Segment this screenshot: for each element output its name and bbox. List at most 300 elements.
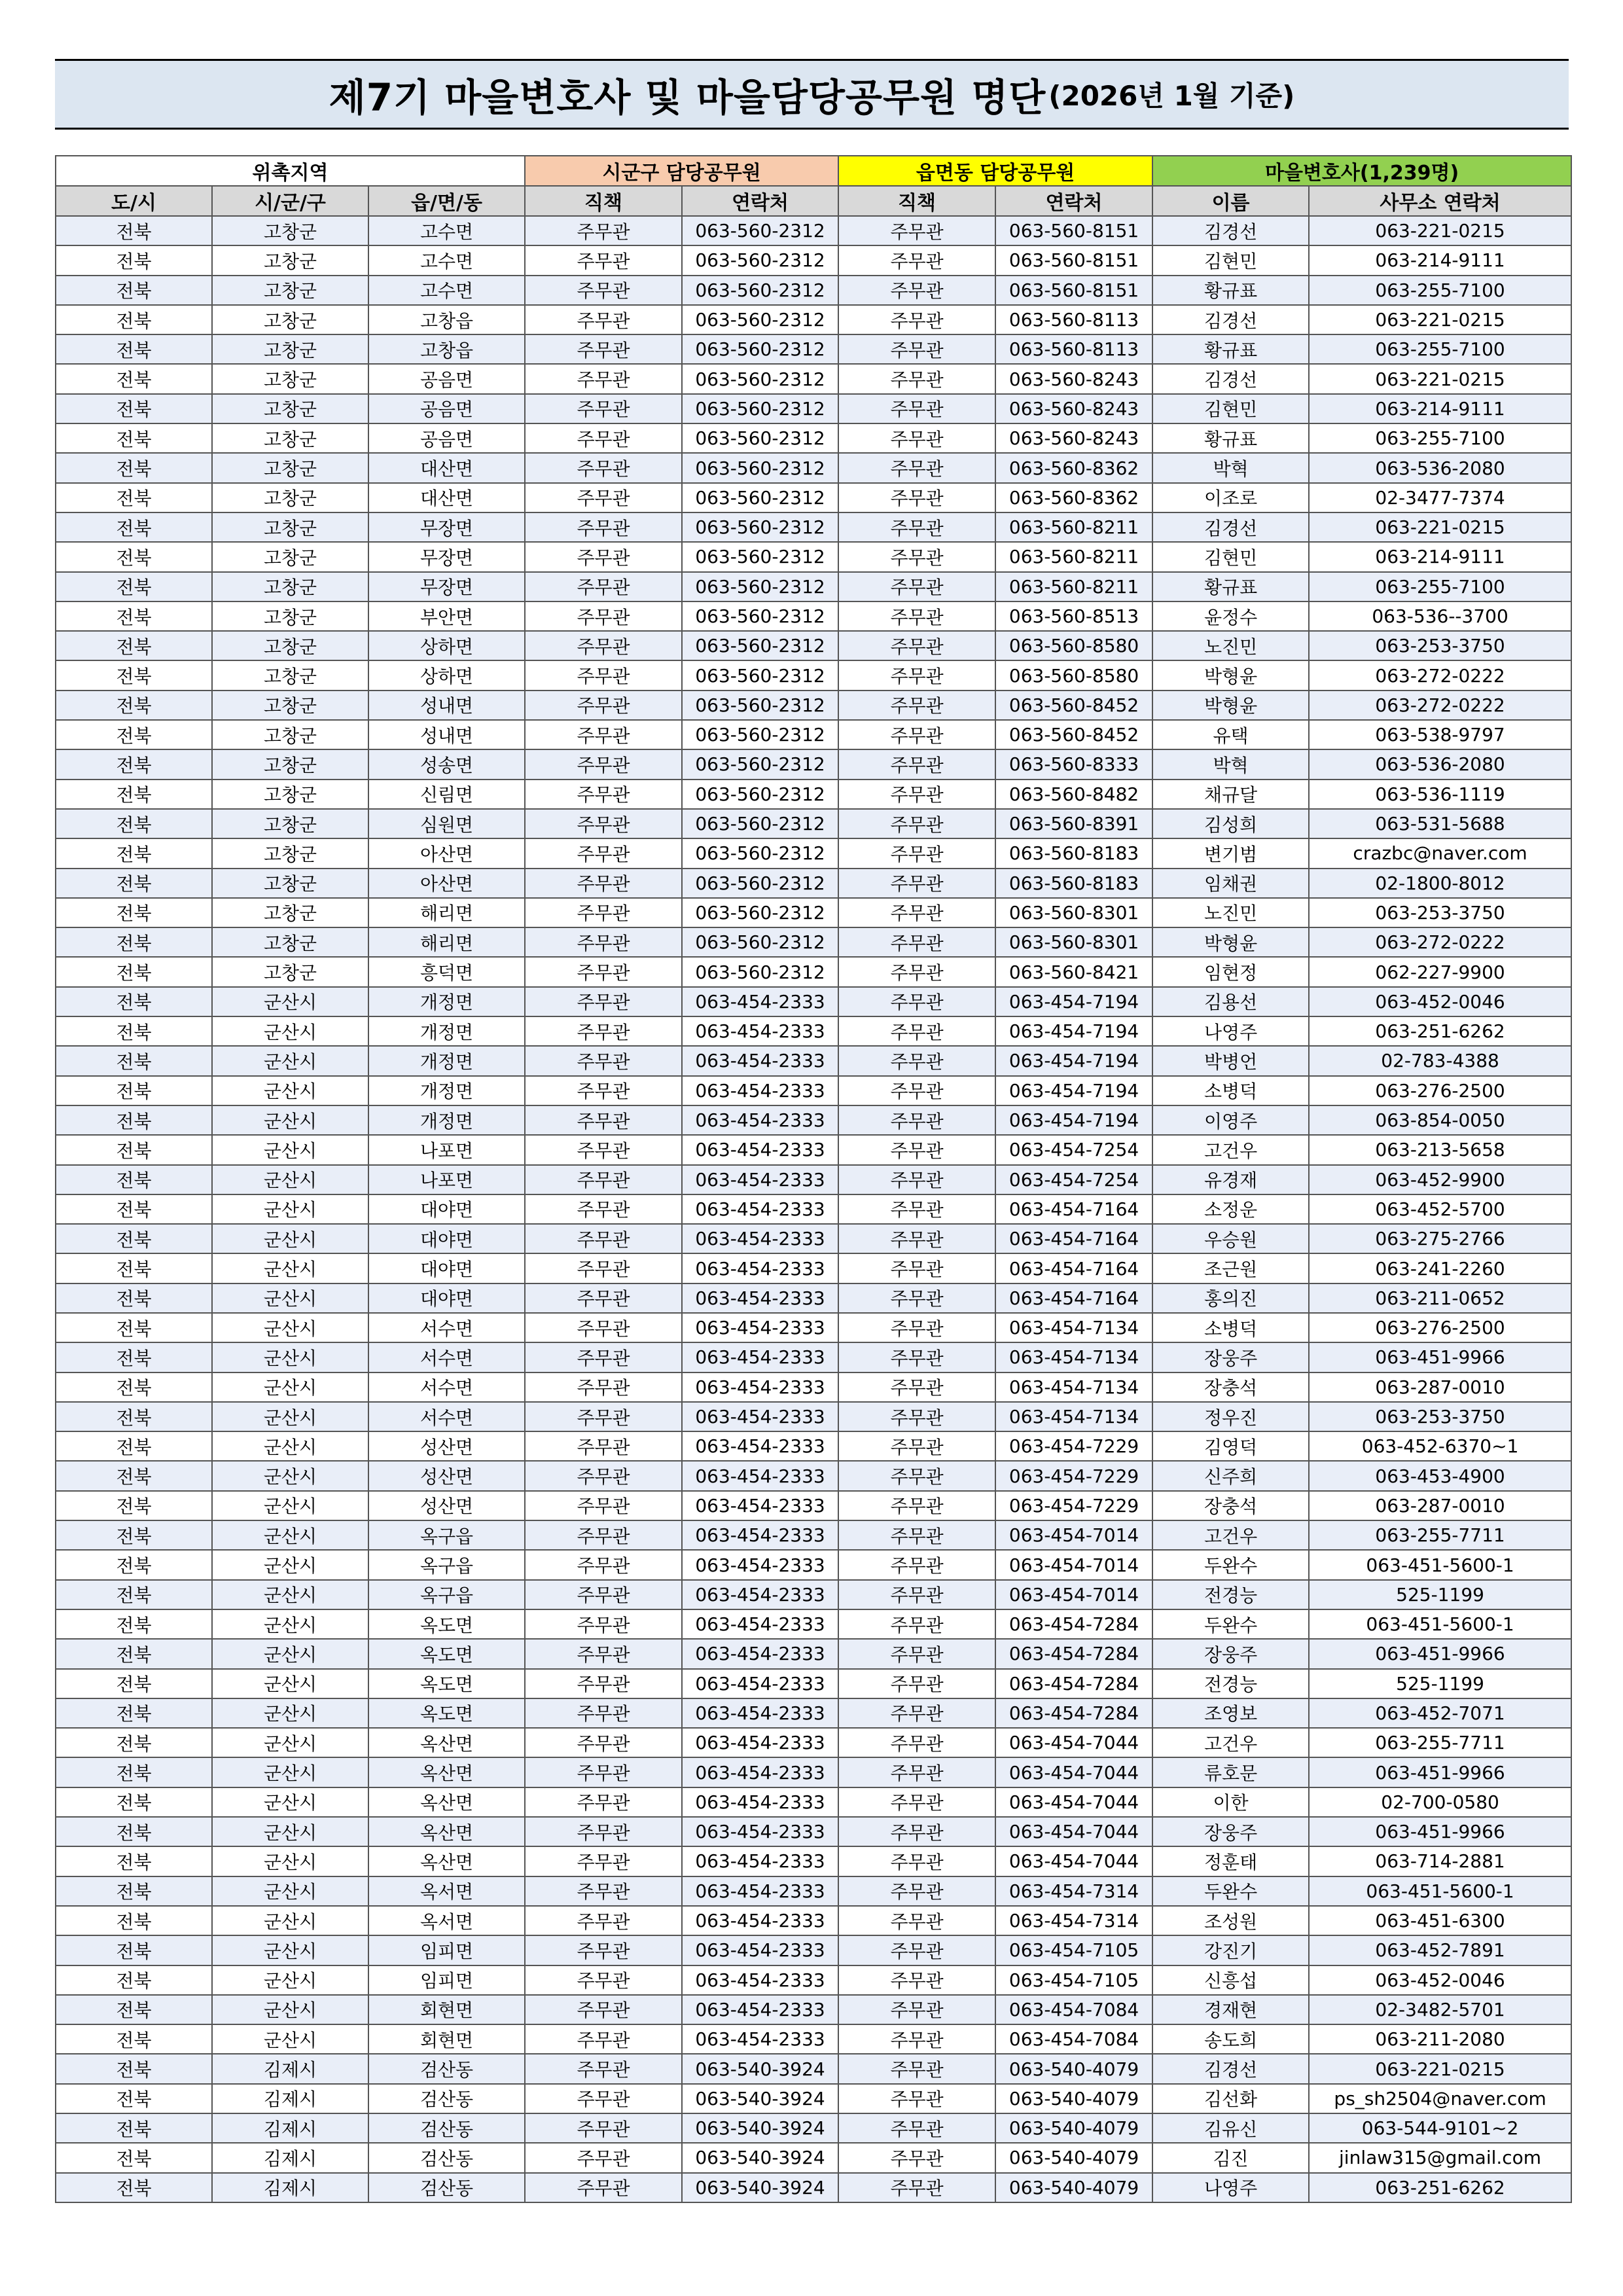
cell-gov-position: 주무관	[525, 1728, 682, 1757]
cell-town-contact: 063-454-7105	[995, 1965, 1152, 1995]
cell-town-position: 주무관	[838, 2173, 995, 2202]
cell-town-contact: 063-560-8482	[995, 780, 1152, 809]
cell-town: 옥구읍	[368, 1550, 525, 1579]
cell-city-county: 김제시	[212, 2084, 368, 2113]
cell-town: 공음면	[368, 394, 525, 423]
table-row	[56, 1135, 1571, 1164]
cell-office-contact: 063-251-6262	[1309, 2173, 1571, 2202]
cell-office-contact: 063-451-9966	[1309, 1757, 1571, 1787]
cell-town: 대야면	[368, 1253, 525, 1283]
cell-gov-contact: 063-454-2333	[682, 1550, 838, 1579]
cell-office-contact: 063-276-2500	[1309, 1076, 1571, 1105]
table-row	[56, 483, 1571, 512]
cell-gov-contact: 063-454-2333	[682, 1461, 838, 1490]
cell-town: 대야면	[368, 1194, 525, 1224]
table-row	[56, 720, 1571, 749]
cell-town: 서수면	[368, 1402, 525, 1431]
cell-gov-contact: 063-454-2333	[682, 1757, 838, 1787]
cell-city-county: 군산시	[212, 1194, 368, 1224]
cell-gov-position: 주무관	[525, 542, 682, 571]
cell-town: 옥구읍	[368, 1520, 525, 1550]
cell-gov-position: 주무관	[525, 2054, 682, 2083]
cell-gov-position: 주무관	[525, 1342, 682, 1372]
table-row	[56, 1194, 1571, 1224]
cell-town-contact: 063-454-7164	[995, 1194, 1152, 1224]
cell-lawyer-name: 이조로	[1152, 483, 1309, 512]
cell-province: 전북	[56, 1135, 212, 1164]
cell-gov-position: 주무관	[525, 1846, 682, 1876]
cell-gov-position: 주무관	[525, 957, 682, 986]
cell-gov-contact: 063-454-2333	[682, 1698, 838, 1728]
cell-town-position: 주무관	[838, 1965, 995, 1995]
cell-office-contact: 063-287-0010	[1309, 1372, 1571, 1402]
cell-town-position: 주무관	[838, 1698, 995, 1728]
cell-town-position: 주무관	[838, 1817, 995, 1846]
cell-town-position: 주무관	[838, 1016, 995, 1046]
cell-town: 고창읍	[368, 334, 525, 364]
cell-town-contact: 063-560-8362	[995, 483, 1152, 512]
table-row	[56, 2113, 1571, 2143]
cell-city-county: 고창군	[212, 927, 368, 957]
cell-town-contact: 063-454-7314	[995, 1906, 1152, 1935]
cell-town: 무장면	[368, 512, 525, 542]
cell-town-contact: 063-560-8151	[995, 216, 1152, 245]
table-row	[56, 601, 1571, 631]
cell-gov-position: 주무관	[525, 1669, 682, 1698]
cell-town-position: 주무관	[838, 1728, 995, 1757]
cell-city-county: 고창군	[212, 245, 368, 275]
cell-gov-position: 주무관	[525, 1135, 682, 1164]
table-row	[56, 572, 1571, 601]
cell-town-contact: 063-454-7164	[995, 1283, 1152, 1313]
cell-gov-position: 주무관	[525, 2024, 682, 2054]
cell-lawyer-name: 채규달	[1152, 780, 1309, 809]
table-row	[56, 2173, 1571, 2202]
cell-province: 전북	[56, 2024, 212, 2054]
cell-office-contact: 063-275-2766	[1309, 1224, 1571, 1253]
cell-gov-position: 주무관	[525, 1105, 682, 1135]
cell-lawyer-name: 김현민	[1152, 542, 1309, 571]
cell-province: 전북	[56, 2054, 212, 2083]
cell-office-contact: 063-255-7711	[1309, 1728, 1571, 1757]
cell-town: 공음면	[368, 423, 525, 453]
cell-province: 전북	[56, 1876, 212, 1906]
cell-town-position: 주무관	[838, 601, 995, 631]
cell-gov-contact: 063-454-2333	[682, 1906, 838, 1935]
cell-city-county: 고창군	[212, 838, 368, 868]
cell-gov-position: 주무관	[525, 631, 682, 660]
cell-gov-position: 주무관	[525, 2084, 682, 2113]
cell-province: 전북	[56, 245, 212, 275]
cell-office-contact: 02-3482-5701	[1309, 1995, 1571, 2024]
cell-gov-contact: 063-454-2333	[682, 1372, 838, 1402]
cell-lawyer-name: 박형윤	[1152, 691, 1309, 720]
cell-office-contact: 02-1800-8012	[1309, 869, 1571, 898]
cell-town: 개정면	[368, 1076, 525, 1105]
table-row	[56, 1224, 1571, 1253]
cell-lawyer-name: 박형윤	[1152, 927, 1309, 957]
cell-office-contact: 063-255-7711	[1309, 1520, 1571, 1550]
cell-gov-position: 주무관	[525, 1698, 682, 1728]
cell-gov-contact: 063-560-2312	[682, 394, 838, 423]
cell-town: 공음면	[368, 364, 525, 393]
table-row	[56, 691, 1571, 720]
cell-province: 전북	[56, 1817, 212, 1846]
cell-town-position: 주무관	[838, 1580, 995, 1609]
cell-province: 전북	[56, 276, 212, 305]
cell-province: 전북	[56, 869, 212, 898]
cell-town-contact: 063-454-7194	[995, 1016, 1152, 1046]
cell-town-contact: 063-560-8211	[995, 542, 1152, 571]
cell-gov-contact: 063-560-2312	[682, 483, 838, 512]
cell-lawyer-name: 경재현	[1152, 1995, 1309, 2024]
cell-town-contact: 063-454-7229	[995, 1461, 1152, 1490]
cell-province: 전북	[56, 1757, 212, 1787]
cell-gov-position: 주무관	[525, 720, 682, 749]
cell-gov-contact: 063-540-3924	[682, 2173, 838, 2202]
cell-town: 무장면	[368, 572, 525, 601]
cell-town-position: 주무관	[838, 1046, 995, 1075]
cell-lawyer-name: 장충석	[1152, 1491, 1309, 1520]
cell-lawyer-name: 소병덕	[1152, 1313, 1309, 1342]
cell-province: 전북	[56, 2143, 212, 2172]
cell-city-county: 군산시	[212, 1016, 368, 1046]
cell-city-county: 고창군	[212, 394, 368, 423]
cell-city-county: 고창군	[212, 572, 368, 601]
cell-city-county: 군산시	[212, 987, 368, 1016]
cell-city-county: 고창군	[212, 749, 368, 779]
cell-town-contact: 063-454-7044	[995, 1757, 1152, 1787]
cell-office-contact: 063-452-7891	[1309, 1935, 1571, 1965]
cell-province: 전북	[56, 927, 212, 957]
column-header-province: 도/시	[56, 186, 212, 216]
table-row	[56, 1372, 1571, 1402]
cell-gov-position: 주무관	[525, 1491, 682, 1520]
cell-gov-position: 주무관	[525, 1046, 682, 1075]
cell-lawyer-name: 임현정	[1152, 957, 1309, 986]
group-header-row	[56, 156, 1571, 186]
cell-office-contact: 063-452-0046	[1309, 987, 1571, 1016]
cell-lawyer-name: 전경능	[1152, 1669, 1309, 1698]
table-row	[56, 1165, 1571, 1194]
cell-gov-contact: 063-454-2333	[682, 1935, 838, 1965]
cell-province: 전북	[56, 1016, 212, 1046]
cell-city-county: 군산시	[212, 1224, 368, 1253]
cell-town-contact: 063-454-7014	[995, 1520, 1152, 1550]
cell-city-county: 군산시	[212, 1135, 368, 1164]
cell-town: 옥구읍	[368, 1580, 525, 1609]
cell-town-contact: 063-454-7164	[995, 1224, 1152, 1253]
cell-lawyer-name: 김현민	[1152, 394, 1309, 423]
table-row	[56, 957, 1571, 986]
cell-lawyer-name: 황규표	[1152, 423, 1309, 453]
cell-city-county: 군산시	[212, 2024, 368, 2054]
cell-city-county: 군산시	[212, 1965, 368, 1995]
cell-gov-contact: 063-454-2333	[682, 1016, 838, 1046]
cell-lawyer-name: 정우진	[1152, 1402, 1309, 1431]
cell-gov-contact: 063-560-2312	[682, 453, 838, 482]
cell-town-contact: 063-454-7254	[995, 1165, 1152, 1194]
cell-office-contact: jinlaw315@gmail.com	[1309, 2143, 1571, 2172]
cell-town-contact: 063-454-7044	[995, 1728, 1152, 1757]
cell-town: 부안면	[368, 601, 525, 631]
cell-town-contact: 063-560-8301	[995, 927, 1152, 957]
cell-province: 전북	[56, 334, 212, 364]
cell-office-contact: 063-531-5688	[1309, 809, 1571, 838]
table-row	[56, 453, 1571, 482]
cell-lawyer-name: 박혁	[1152, 749, 1309, 779]
cell-town: 검산동	[368, 2113, 525, 2143]
cell-office-contact: 063-452-7071	[1309, 1698, 1571, 1728]
cell-office-contact: 063-854-0050	[1309, 1105, 1571, 1135]
cell-town: 검산동	[368, 2054, 525, 2083]
cell-gov-position: 주무관	[525, 660, 682, 690]
cell-office-contact: 063-214-9111	[1309, 542, 1571, 571]
cell-town: 개정면	[368, 987, 525, 1016]
cell-office-contact: 063-255-7100	[1309, 276, 1571, 305]
cell-province: 전북	[56, 572, 212, 601]
cell-gov-contact: 063-454-2333	[682, 1669, 838, 1698]
cell-town-position: 주무관	[838, 720, 995, 749]
cell-gov-contact: 063-560-2312	[682, 305, 838, 334]
cell-gov-position: 주무관	[525, 572, 682, 601]
cell-lawyer-name: 소정운	[1152, 1194, 1309, 1224]
cell-office-contact: 063-536-2080	[1309, 749, 1571, 779]
cell-town: 옥산면	[368, 1757, 525, 1787]
cell-town: 개정면	[368, 1105, 525, 1135]
cell-lawyer-name: 두완수	[1152, 1609, 1309, 1639]
table-row	[56, 1580, 1571, 1609]
cell-gov-position: 주무관	[525, 423, 682, 453]
cell-gov-contact: 063-454-2333	[682, 1313, 838, 1342]
table-row	[56, 1876, 1571, 1906]
cell-gov-position: 주무관	[525, 1906, 682, 1935]
cell-gov-contact: 063-454-2333	[682, 1639, 838, 1668]
cell-city-county: 고창군	[212, 691, 368, 720]
cell-gov-position: 주무관	[525, 276, 682, 305]
cell-office-contact: 063-452-0046	[1309, 1965, 1571, 1995]
cell-lawyer-name: 두완수	[1152, 1876, 1309, 1906]
cell-town-position: 주무관	[838, 957, 995, 986]
cell-city-county: 군산시	[212, 1402, 368, 1431]
cell-town-contact: 063-540-4079	[995, 2054, 1152, 2083]
cell-town-contact: 063-560-8243	[995, 423, 1152, 453]
cell-province: 전북	[56, 631, 212, 660]
cell-lawyer-name: 김경선	[1152, 512, 1309, 542]
column-header-town-contact: 연락처	[995, 186, 1152, 216]
cell-town: 옥서면	[368, 1906, 525, 1935]
cell-office-contact: 063-714-2881	[1309, 1846, 1571, 1876]
cell-gov-contact: 063-454-2333	[682, 1194, 838, 1224]
cell-town-position: 주무관	[838, 1194, 995, 1224]
cell-gov-position: 주무관	[525, 1520, 682, 1550]
cell-town: 개정면	[368, 1016, 525, 1046]
cell-lawyer-name: 김경선	[1152, 364, 1309, 393]
table-row	[56, 512, 1571, 542]
cell-lawyer-name: 소병덕	[1152, 1076, 1309, 1105]
cell-province: 전북	[56, 512, 212, 542]
cell-town-contact: 063-454-7134	[995, 1402, 1152, 1431]
cell-town-position: 주무관	[838, 245, 995, 275]
cell-town-contact: 063-454-7284	[995, 1609, 1152, 1639]
cell-gov-contact: 063-454-2333	[682, 1342, 838, 1372]
cell-office-contact: crazbc@naver.com	[1309, 838, 1571, 868]
cell-town: 옥산면	[368, 1787, 525, 1817]
cell-office-contact: 02-700-0580	[1309, 1787, 1571, 1817]
cell-gov-contact: 063-560-2312	[682, 838, 838, 868]
table-row	[56, 780, 1571, 809]
cell-office-contact: 063-452-5700	[1309, 1194, 1571, 1224]
cell-gov-position: 주무관	[525, 601, 682, 631]
cell-city-county: 군산시	[212, 1817, 368, 1846]
cell-lawyer-name: 김경선	[1152, 2054, 1309, 2083]
cell-town: 고수면	[368, 276, 525, 305]
cell-province: 전북	[56, 1431, 212, 1461]
cell-town-contact: 063-560-8151	[995, 276, 1152, 305]
cell-province: 전북	[56, 1550, 212, 1579]
cell-town-contact: 063-454-7134	[995, 1372, 1152, 1402]
title-date: (2026년 1월 기준)	[1048, 80, 1295, 112]
cell-gov-contact: 063-454-2333	[682, 2024, 838, 2054]
cell-lawyer-name: 김영덕	[1152, 1431, 1309, 1461]
cell-lawyer-name: 노진민	[1152, 631, 1309, 660]
cell-gov-contact: 063-454-2333	[682, 1876, 838, 1906]
cell-town-position: 주무관	[838, 1431, 995, 1461]
cell-office-contact: ps_sh2504@naver.com	[1309, 2084, 1571, 2113]
cell-office-contact: 525-1199	[1309, 1669, 1571, 1698]
cell-gov-contact: 063-560-2312	[682, 749, 838, 779]
table-row	[56, 1698, 1571, 1728]
cell-province: 전북	[56, 1965, 212, 1995]
cell-town-contact: 063-454-7044	[995, 1787, 1152, 1817]
group-header-gov-official: 시군구 담당공무원	[525, 156, 838, 186]
cell-city-county: 군산시	[212, 1580, 368, 1609]
cell-gov-contact: 063-454-2333	[682, 1402, 838, 1431]
cell-city-county: 군산시	[212, 1906, 368, 1935]
cell-gov-position: 주무관	[525, 2113, 682, 2143]
column-header-lawyer-name: 이름	[1152, 186, 1309, 216]
cell-gov-contact: 063-454-2333	[682, 1076, 838, 1105]
cell-town: 검산동	[368, 2084, 525, 2113]
cell-town-contact: 063-454-7284	[995, 1669, 1152, 1698]
cell-province: 전북	[56, 1491, 212, 1520]
cell-city-county: 고창군	[212, 334, 368, 364]
cell-office-contact: 063-451-5600-1	[1309, 1876, 1571, 1906]
cell-gov-position: 주무관	[525, 838, 682, 868]
cell-gov-position: 주무관	[525, 780, 682, 809]
cell-gov-position: 주무관	[525, 1757, 682, 1787]
cell-gov-contact: 063-560-2312	[682, 334, 838, 364]
column-header-row	[56, 186, 1571, 216]
cell-lawyer-name: 홍의진	[1152, 1283, 1309, 1313]
cell-town-contact: 063-560-8243	[995, 364, 1152, 393]
cell-office-contact: 063-253-3750	[1309, 631, 1571, 660]
cell-town: 옥산면	[368, 1817, 525, 1846]
table-row	[56, 1076, 1571, 1105]
cell-gov-contact: 063-454-2333	[682, 1965, 838, 1995]
cell-province: 전북	[56, 216, 212, 245]
cell-province: 전북	[56, 1935, 212, 1965]
cell-town-contact: 063-560-8513	[995, 601, 1152, 631]
cell-province: 전북	[56, 1253, 212, 1283]
table-row	[56, 1906, 1571, 1935]
cell-gov-position: 주무관	[525, 1283, 682, 1313]
cell-town-position: 주무관	[838, 660, 995, 690]
cell-gov-position: 주무관	[525, 1609, 682, 1639]
cell-province: 전북	[56, 1698, 212, 1728]
cell-city-county: 고창군	[212, 631, 368, 660]
cell-town-position: 주무관	[838, 1906, 995, 1935]
cell-gov-contact: 063-560-2312	[682, 572, 838, 601]
cell-gov-contact: 063-454-2333	[682, 1105, 838, 1135]
cell-province: 전북	[56, 1342, 212, 1372]
cell-lawyer-name: 정훈태	[1152, 1846, 1309, 1876]
cell-city-county: 김제시	[212, 2143, 368, 2172]
cell-city-county: 고창군	[212, 898, 368, 927]
cell-lawyer-name: 송도희	[1152, 2024, 1309, 2054]
cell-lawyer-name: 나영주	[1152, 1016, 1309, 1046]
cell-gov-position: 주무관	[525, 691, 682, 720]
cell-town: 아산면	[368, 869, 525, 898]
lawyer-roster-table	[55, 155, 1572, 2203]
group-header-region: 위촉지역	[56, 156, 525, 186]
table-row	[56, 1965, 1571, 1995]
cell-office-contact: 063-241-2260	[1309, 1253, 1571, 1283]
cell-lawyer-name: 변기범	[1152, 838, 1309, 868]
cell-gov-contact: 063-560-2312	[682, 601, 838, 631]
table-row	[56, 423, 1571, 453]
cell-lawyer-name: 우승원	[1152, 1224, 1309, 1253]
cell-town-position: 주무관	[838, 364, 995, 393]
cell-town: 검산동	[368, 2143, 525, 2172]
cell-province: 전북	[56, 1639, 212, 1668]
cell-gov-position: 주무관	[525, 1402, 682, 1431]
cell-town-position: 주무관	[838, 2024, 995, 2054]
cell-office-contact: 063-213-5658	[1309, 1135, 1571, 1164]
cell-office-contact: 525-1199	[1309, 1580, 1571, 1609]
cell-city-county: 군산시	[212, 1313, 368, 1342]
cell-gov-position: 주무관	[525, 1194, 682, 1224]
cell-town: 임피면	[368, 1935, 525, 1965]
cell-lawyer-name: 김선화	[1152, 2084, 1309, 2113]
cell-town: 임피면	[368, 1965, 525, 1995]
cell-gov-contact: 063-560-2312	[682, 898, 838, 927]
column-header-gov-position: 직책	[525, 186, 682, 216]
cell-city-county: 군산시	[212, 1461, 368, 1490]
cell-town-contact: 063-454-7014	[995, 1580, 1152, 1609]
cell-town-position: 주무관	[838, 927, 995, 957]
cell-lawyer-name: 신흥섭	[1152, 1965, 1309, 1995]
cell-province: 전북	[56, 749, 212, 779]
cell-province: 전북	[56, 1609, 212, 1639]
cell-town-contact: 063-454-7314	[995, 1876, 1152, 1906]
cell-office-contact: 062-227-9900	[1309, 957, 1571, 986]
cell-province: 전북	[56, 394, 212, 423]
table-row	[56, 1669, 1571, 1698]
cell-office-contact: 063-255-7100	[1309, 334, 1571, 364]
cell-town: 아산면	[368, 838, 525, 868]
cell-town: 해리면	[368, 898, 525, 927]
cell-town-position: 주무관	[838, 1550, 995, 1579]
cell-lawyer-name: 고건우	[1152, 1728, 1309, 1757]
cell-city-county: 고창군	[212, 423, 368, 453]
cell-gov-contact: 063-454-2333	[682, 1728, 838, 1757]
table-row	[56, 1935, 1571, 1965]
table-row	[56, 749, 1571, 779]
cell-gov-position: 주무관	[525, 245, 682, 275]
cell-province: 전북	[56, 1787, 212, 1817]
table-row	[56, 869, 1571, 898]
